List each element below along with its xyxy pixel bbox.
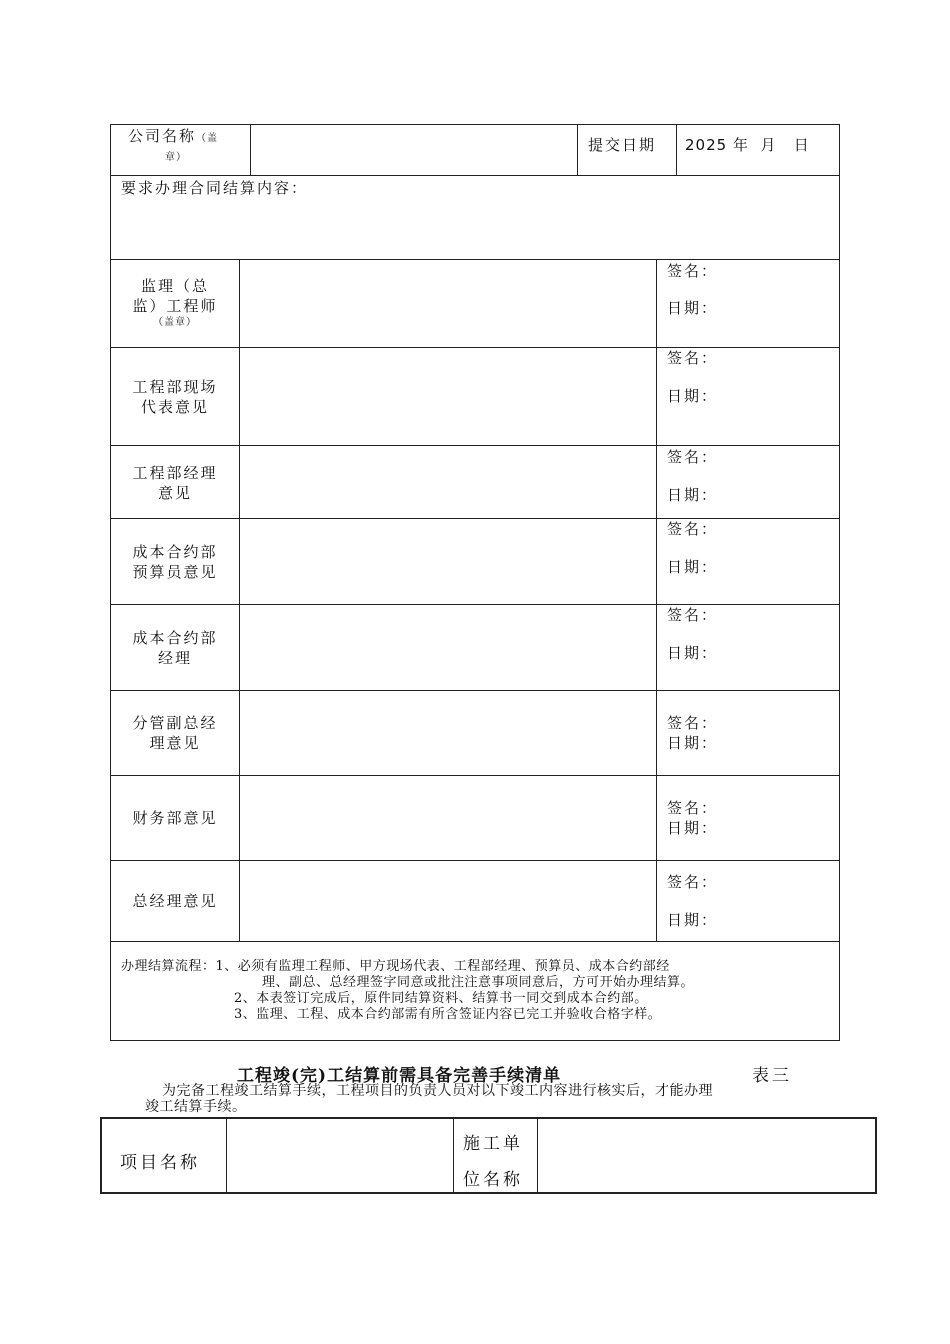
- row-divider: [110, 347, 840, 348]
- process-note-1: 办理结算流程：1、必须有监理工程师、甲方现场代表、工程部经理、预算员、成本合约部经: [121, 959, 670, 974]
- company-name-label: 公司名称（盖: [128, 127, 219, 145]
- submit-date-value[interactable]: 2025 年 月 日: [685, 136, 810, 154]
- row-divider: [110, 775, 840, 776]
- sign-label: 签名：: [667, 349, 719, 367]
- sign-label: 签名：: [667, 714, 719, 732]
- row-label-cost-manager: 成本合约部 经理: [132, 629, 218, 667]
- col-divider: [676, 124, 677, 175]
- table-number: 表三: [752, 1066, 792, 1086]
- date-label: 日期：: [667, 486, 719, 504]
- checklist-intro-line1: 为完备工程竣工结算手续，工程项目的负责人员对以下竣工内容进行核实后，才能办理: [162, 1083, 713, 1099]
- contractor-label-line2: 位名称: [463, 1170, 523, 1190]
- date-label: 日期：: [667, 558, 719, 576]
- sign-label: 签名：: [667, 520, 719, 538]
- contractor-label-line1: 施工单: [463, 1134, 523, 1154]
- project-name-label: 项目名称: [120, 1153, 200, 1173]
- checklist-title: 工程竣(完)工结算前需具备完善手续清单: [237, 1066, 562, 1086]
- process-note-3: 2、本表签订完成后，原件同结算资料、结算书一同交到成本合约部。: [234, 991, 648, 1006]
- process-note-4: 3、监理、工程、成本合约部需有所含签证内容已完工并验收合格字样。: [234, 1007, 662, 1022]
- col-divider: [226, 1117, 227, 1194]
- row-label-budget-officer: 成本合约部 预算员意见: [132, 543, 218, 581]
- row-divider: [110, 259, 840, 260]
- settlement-content-field[interactable]: [112, 200, 838, 257]
- submit-date-label: 提交日期: [588, 136, 657, 154]
- project-name-field[interactable]: [228, 1120, 451, 1192]
- process-note-2: 理、副总、总经理签字同意或批注注意事项同意后，方可开始办理结算。: [262, 975, 695, 990]
- company-name-field[interactable]: [252, 126, 575, 173]
- col-divider: [250, 124, 251, 175]
- opinion-field-site-rep[interactable]: [241, 349, 654, 443]
- date-label: 日期：: [667, 911, 719, 929]
- row-label-eng-manager: 工程部经理 意见: [132, 464, 218, 502]
- date-label: 日期：: [667, 299, 719, 317]
- row-divider: [110, 175, 840, 176]
- opinion-field-cost-manager[interactable]: [241, 606, 654, 688]
- opinion-field-gm[interactable]: [241, 862, 654, 939]
- settlement-content-label: 要求办理合同结算内容：: [121, 179, 309, 197]
- opinion-field-budget-officer[interactable]: [241, 520, 654, 602]
- sign-label: 签名：: [667, 606, 719, 624]
- date-label: 日期：: [667, 819, 719, 837]
- row-label-supervisor: 监理（总 监）工程师 （盖章）: [132, 277, 218, 328]
- row-label-gm: 总经理意见: [132, 892, 218, 910]
- opinion-field-eng-manager[interactable]: [241, 447, 654, 516]
- date-label: 日期：: [667, 734, 719, 752]
- date-label: 日期：: [667, 644, 719, 662]
- col-divider: [656, 259, 657, 941]
- checklist-intro-line2: 竣工结算手续。: [145, 1099, 247, 1115]
- sign-label: 签名：: [667, 262, 719, 280]
- contractor-name-field[interactable]: [539, 1120, 875, 1192]
- col-divider: [239, 259, 240, 941]
- row-divider: [110, 690, 840, 691]
- date-label: 日期：: [667, 387, 719, 405]
- opinion-field-deputy-gm[interactable]: [241, 692, 654, 773]
- row-divider: [110, 860, 840, 861]
- row-divider: [110, 941, 840, 942]
- col-divider: [577, 124, 578, 175]
- sign-label: 签名：: [667, 873, 719, 891]
- col-divider: [537, 1117, 538, 1194]
- sign-label: 签名：: [667, 448, 719, 466]
- opinion-field-finance[interactable]: [241, 777, 654, 858]
- row-divider: [110, 604, 840, 605]
- row-label-site-rep: 工程部现场 代表意见: [132, 378, 218, 416]
- row-divider: [110, 518, 840, 519]
- sign-label: 签名：: [667, 799, 719, 817]
- row-label-deputy-gm: 分管副总经 理意见: [132, 714, 218, 752]
- company-seal-note: 章）: [165, 152, 187, 163]
- row-divider: [110, 445, 840, 446]
- row-label-finance: 财务部意见: [132, 809, 218, 827]
- opinion-field-supervisor[interactable]: [241, 261, 654, 345]
- col-divider: [453, 1117, 454, 1194]
